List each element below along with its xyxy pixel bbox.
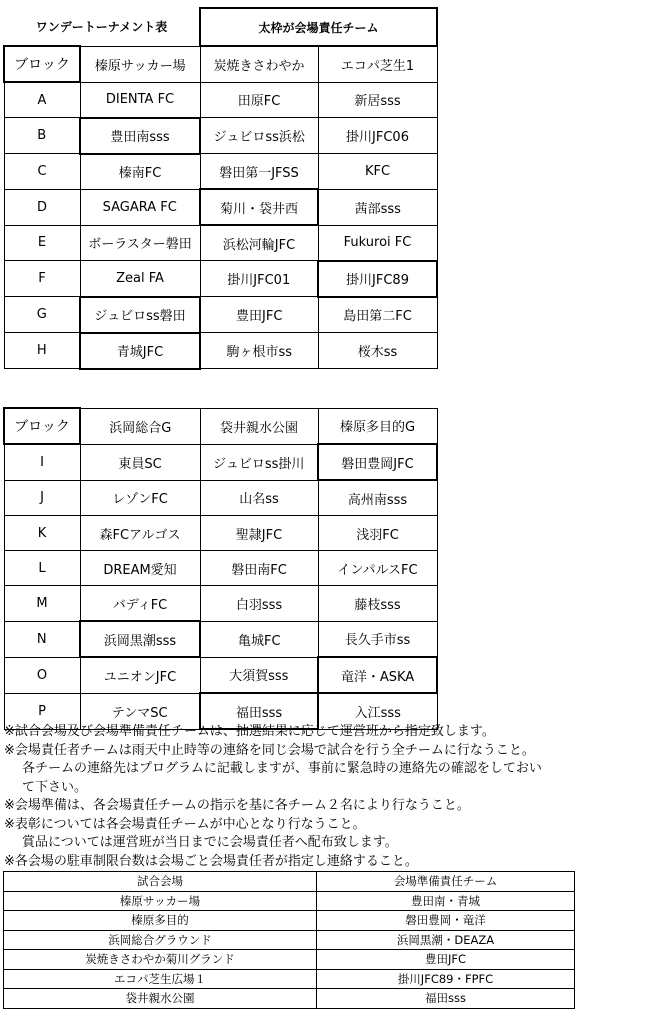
- table-row: [4, 950, 575, 970]
- team-cell: 新居sss: [318, 82, 437, 118]
- team-cell: 藤枝sss: [318, 586, 437, 622]
- team-cell: ジュビロss浜松: [200, 118, 318, 154]
- note-line: ※表彰については各会場責任チームが中心となり行なうこと。: [4, 816, 366, 832]
- team-cell: ジュビロss掛川: [200, 444, 318, 480]
- block-label: A: [4, 82, 80, 118]
- team-cell: 浜松河輪JFC: [200, 225, 318, 261]
- table-row: [4, 480, 437, 516]
- team-cell: 豊田南sss: [80, 118, 200, 154]
- table-row: [4, 911, 575, 931]
- table-row: [4, 189, 437, 225]
- team-cell: Zeal FA: [80, 261, 200, 297]
- team-cell: 豊田南・青城: [317, 891, 575, 911]
- team-cell: 磐田南FC: [200, 551, 318, 586]
- team-column-header: 会場準備責任チーム: [317, 872, 575, 892]
- block-label: J: [4, 480, 80, 516]
- block-label: D: [4, 189, 80, 225]
- table-row: [4, 930, 575, 950]
- venue-header: 榛原多目的G: [318, 408, 437, 444]
- table-row: [4, 82, 437, 118]
- venue-cell: 炭焼きさわやか菊川グランド: [4, 950, 317, 970]
- table-row: [4, 516, 437, 551]
- team-cell: 磐田第一JFSS: [200, 154, 318, 190]
- team-cell: 掛川JFC01: [200, 261, 318, 297]
- team-cell: 青城JFC: [80, 333, 200, 369]
- team-cell: 掛川JFC06: [318, 118, 437, 154]
- note-line: 各チームの連絡先はプログラムに記載しますが、事前に緊急時の連絡先の確認をしておい: [22, 761, 542, 776]
- table-row: [4, 225, 437, 261]
- venue-cell: 袋井親水公園: [4, 989, 317, 1009]
- team-cell: 福田sss: [317, 989, 575, 1009]
- team-cell: 大須賀sss: [200, 657, 318, 693]
- table-row: [4, 333, 437, 369]
- note-line: ※試合会場及び会場準備責任チームは、抽選結果に応じて運営班から指定致します。: [4, 724, 495, 739]
- team-cell: 駒ヶ根市ss: [200, 333, 318, 369]
- team-cell: 入江sss: [318, 693, 437, 729]
- team-cell: バディFC: [80, 586, 200, 622]
- team-cell: ジュビロss磐田: [80, 297, 200, 333]
- table-row: [4, 586, 437, 622]
- team-cell: テンマSC: [80, 693, 200, 729]
- team-cell: レゾンFC: [80, 480, 200, 516]
- block-label: O: [4, 657, 80, 693]
- notes-section: [4, 723, 644, 871]
- team-cell: 福田sss: [200, 693, 318, 729]
- note-line: 賞品については運営班が当日までに会場責任者へ配布致します。: [22, 835, 398, 850]
- team-cell: 茜部sss: [318, 189, 437, 225]
- team-cell: 竜洋・ASKA: [318, 657, 437, 693]
- team-cell: 浅羽FC: [318, 516, 437, 551]
- venue-header: 袋井親水公園: [200, 408, 318, 444]
- team-cell: SAGARA FC: [80, 189, 200, 225]
- note-line: て下さい。: [22, 779, 88, 795]
- team-cell: 掛川JFC89・FPFC: [317, 969, 575, 989]
- team-cell: 菊川・袋井西: [200, 189, 318, 225]
- block-label: I: [4, 444, 80, 480]
- team-cell: 田原FC: [200, 82, 318, 118]
- venue-cell: 榛原多目的: [4, 911, 317, 931]
- team-cell: 桜木ss: [318, 333, 437, 369]
- venue-cell: エコパ芝生広場１: [4, 969, 317, 989]
- table-row: [4, 891, 575, 911]
- block-label: B: [4, 118, 80, 154]
- team-cell: 亀城FC: [200, 621, 318, 657]
- team-cell: 白羽sss: [200, 586, 318, 622]
- venue-header: 炭焼きさわやか: [200, 46, 318, 82]
- block-label: M: [4, 586, 80, 622]
- block-label: E: [4, 225, 80, 261]
- team-cell: 榛南FC: [80, 154, 200, 190]
- block-label: L: [4, 551, 80, 586]
- team-cell: ボーラスター磐田: [80, 225, 200, 261]
- block-label: N: [4, 621, 80, 657]
- team-cell: 東員SC: [80, 444, 200, 480]
- table-row: [4, 551, 437, 586]
- block-header: ブロック: [4, 46, 80, 82]
- team-cell: 磐田豊岡・竜洋: [317, 911, 575, 931]
- block-label: H: [4, 333, 80, 369]
- table-row: [4, 657, 437, 693]
- tournament-table-1: [3, 7, 438, 370]
- team-cell: インパルスFC: [318, 551, 437, 586]
- table-row: [4, 969, 575, 989]
- team-cell: 磐田豊岡JFC: [318, 444, 437, 480]
- team-cell: Fukuroi FC: [318, 225, 437, 261]
- table-row: [4, 118, 437, 154]
- tournament-table-2: [3, 407, 438, 730]
- venue-header: 榛原サッカー場: [80, 46, 200, 82]
- team-cell: 聖隷JFC: [200, 516, 318, 551]
- table-row: [4, 989, 575, 1009]
- note-line: ※各会場の駐車制限台数は会場ごと会場責任者が指定し連絡すること。: [4, 853, 418, 869]
- team-cell: 豊田JFC: [200, 297, 318, 333]
- block-label: P: [4, 693, 80, 729]
- venue-column-header: 試合会場: [4, 872, 317, 892]
- team-cell: 浜岡黒潮sss: [80, 621, 200, 657]
- table-row: [4, 154, 437, 190]
- block-label: G: [4, 297, 80, 333]
- block-label: C: [4, 154, 80, 190]
- team-cell: DREAM愛知: [80, 551, 200, 586]
- table-row: [4, 297, 437, 333]
- venue-cell: 榛原サッカー場: [4, 891, 317, 911]
- team-cell: KFC: [318, 154, 437, 190]
- team-cell: 森FCアルゴス: [80, 516, 200, 551]
- page-title: ワンデートーナメント表: [35, 20, 168, 34]
- block-header: ブロック: [4, 408, 80, 444]
- venue-header: エコパ芝生1: [318, 46, 437, 82]
- team-cell: 山名ss: [200, 480, 318, 516]
- team-cell: 高州南sss: [318, 480, 437, 516]
- team-cell: 島田第二FC: [318, 297, 437, 333]
- block-label: K: [4, 516, 80, 551]
- venue-cell: 浜岡総合グラウンド: [4, 930, 317, 950]
- legend-note: 太枠が会場責任チーム: [200, 8, 437, 46]
- venue-header: 浜岡総合G: [80, 408, 200, 444]
- team-cell: 長久手市ss: [318, 621, 437, 657]
- venue-responsibility-table: [3, 871, 575, 1009]
- team-cell: 豊田JFC: [317, 950, 575, 970]
- table-row: [4, 621, 437, 657]
- table-row: [4, 444, 437, 480]
- block-label: F: [4, 261, 80, 297]
- note-line: ※会場責任者チームは雨天中止時等の連絡を同じ会場で試合を行う全チームに行なうこと。: [4, 742, 535, 758]
- team-cell: ユニオンJFC: [80, 657, 200, 693]
- table-row: [4, 261, 437, 297]
- team-cell: 掛川JFC89: [318, 261, 437, 297]
- team-cell: DIENTA FC: [80, 82, 200, 118]
- team-cell: 浜岡黒潮・DEAZA: [317, 930, 575, 950]
- note-line: ※会場準備は、各会場責任チームの指示を基に各チーム２名により行なうこと。: [4, 798, 470, 813]
